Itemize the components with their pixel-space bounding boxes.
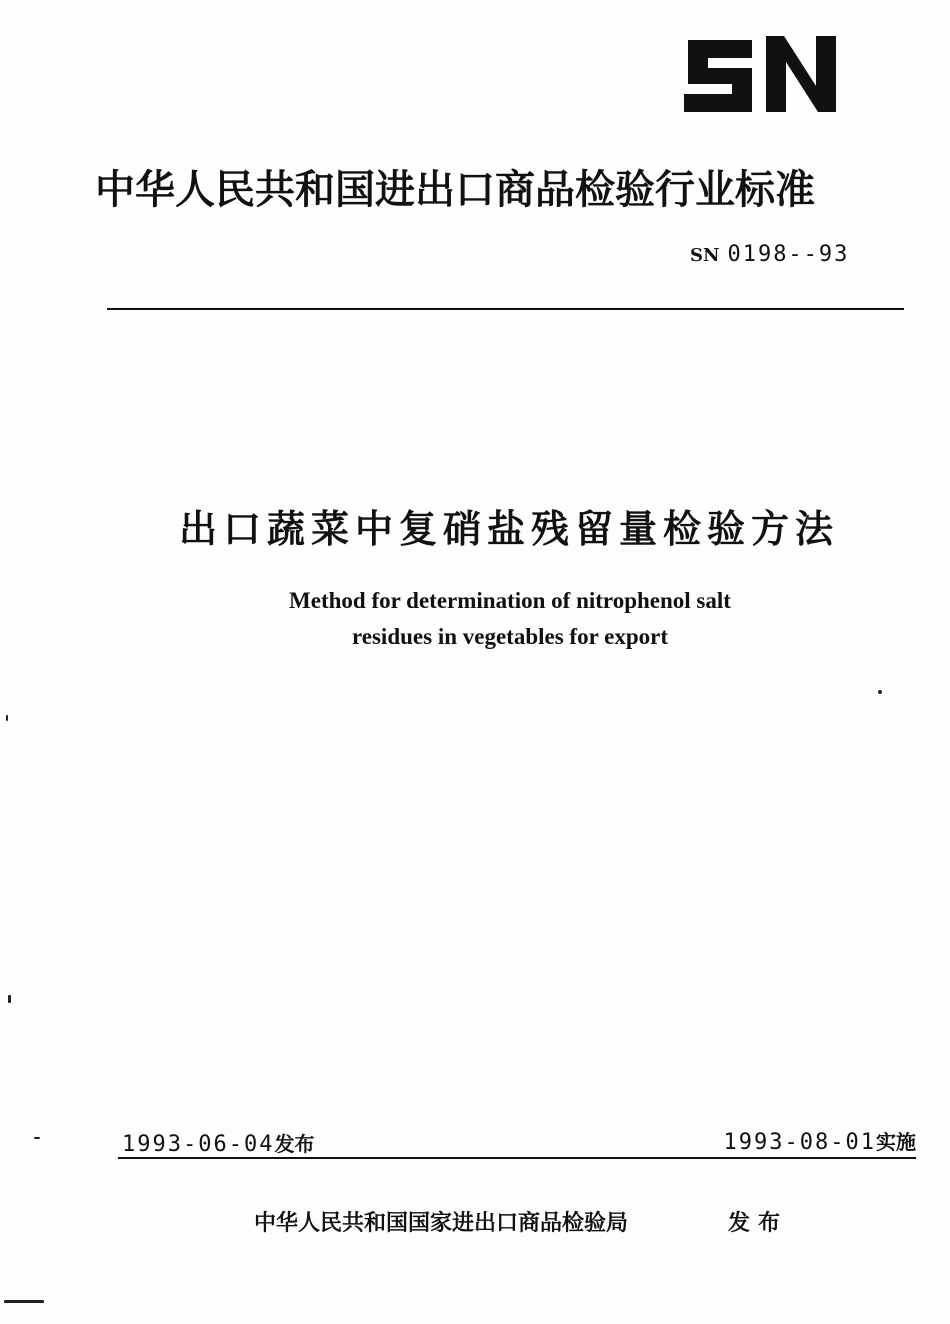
implementation-date-value: 1993-08-01 (723, 1130, 876, 1155)
document-title-english-line-1: Method for determination of nitrophenol salt (289, 588, 731, 613)
document-title-english (0, 583, 950, 655)
footer-divider (118, 1157, 916, 1159)
scan-speck (4, 1300, 44, 1303)
implementation-date (724, 1126, 916, 1155)
document-title-english-line-2: residues in vegetables for export (351, 624, 668, 649)
scan-speck (34, 1137, 40, 1139)
scan-speck (878, 690, 882, 694)
sn-logo-graphic (680, 30, 840, 120)
issuing-authority: 中华人民共和国国家进出口商品检验局 (254, 1211, 629, 1236)
header-divider (107, 308, 904, 310)
scan-speck (8, 995, 11, 1003)
document-title-chinese: 出口蔬菜中复硝盐残留量检验方法 (178, 507, 839, 551)
implementation-date-label: 实施 (876, 1130, 916, 1154)
issuing-action: 发布 (728, 1211, 789, 1236)
issue-date-label: 发布 (274, 1132, 315, 1156)
industry-standard-title: 中华人民共和国进出口商品检验行业标准 (95, 167, 815, 213)
sn-logo (680, 30, 840, 120)
standard-code: 0198--93 (727, 242, 850, 267)
standard-number (690, 242, 849, 267)
sn-logo-s-shape (684, 40, 752, 112)
scan-speck (6, 715, 8, 721)
issue-date-value: 1993-06-04 (122, 1132, 275, 1157)
standard-prefix: SN (690, 245, 720, 266)
issue-date (122, 1128, 314, 1157)
sn-logo-n-shape (766, 36, 836, 112)
